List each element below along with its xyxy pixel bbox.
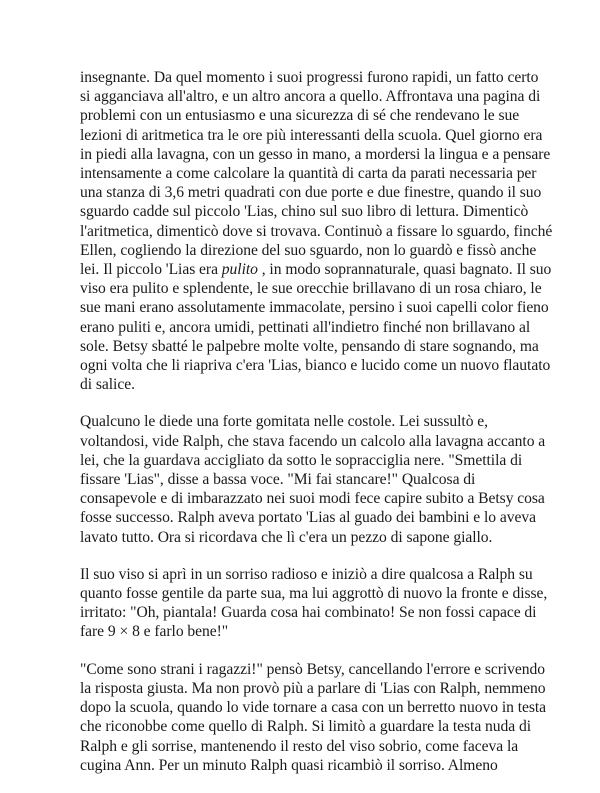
paragraph-3 — [80, 565, 548, 642]
text-line: Ralph e gli sorrise, mantenendo il resto del viso sobrio, come faceva la — [80, 737, 519, 755]
text-line: Il suo viso si aprì in un sorriso radioso e iniziò a dire qualcosa a Ralph su — [80, 565, 533, 583]
emphasized-word: pulito — [221, 261, 258, 279]
text-line: in piedi alla lavagna, con un gesso in mano, a mordersi la lingua e a pensare — [80, 145, 551, 163]
text-line: la risposta giusta. Ma non provò più a parlare di 'Lias con Ralph, nemmeno — [80, 679, 546, 697]
text-segment: , in modo soprannaturale, quasi bagnato. Il suo — [257, 261, 552, 279]
text-line: lei, che la guardava accigliato da sotto le sopracciglia nere. "Smettila di — [80, 451, 523, 469]
text-line: lavato tutto. Ora si ricordava che lì c'era un pezzo di sapone giallo. — [80, 528, 493, 546]
text-line: di salice. — [80, 376, 135, 394]
text-line: lezioni di aritmetica tra le ore più interessanti della scuola. Quel giorno era — [80, 126, 543, 144]
text-line: sole. Betsy sbatté le palpebre molte volte, pensando di stare sognando, ma — [80, 337, 539, 355]
text-line: fosse successo. Ralph aveva portato 'Lias al guado dei bambini e lo aveva — [80, 509, 537, 527]
text-line: intensamente a come calcolare la quantità di carta da parati necessaria per — [80, 165, 537, 183]
text-line: sue mani erano assolutamente immacolate, persino i suoi capelli color fieno — [80, 299, 549, 317]
text-line: sguardo cadde sul piccolo 'Lias, chino sul suo libro di lettura. Dimenticò — [80, 203, 529, 221]
text-line: consapevole e di imbarazzato nei suoi modi fece capire subito a Betsy cosa — [80, 490, 545, 508]
text-line: si agganciava all'altro, e un altro ancora a quello. Affrontava una pagina di — [80, 88, 541, 106]
text-line: ogni volta che li riapriva c'era 'Lias, bianco e lucido come un nuovo flautato — [80, 357, 551, 375]
paragraph-1 — [80, 68, 553, 394]
text-line: Qualcuno le diede una forte gomitata nelle costole. Lei sussultò e, — [80, 413, 489, 431]
text-line: problemi con un entusiasmo e una sicurezza di sé che rendevano le sue — [80, 107, 520, 125]
body-text — [80, 68, 553, 793]
text-line — [80, 260, 552, 279]
text-segment: lei. Il piccolo 'Lias era — [80, 261, 222, 279]
text-line: voltandosi, vide Ralph, che stava facendo un calcolo alla lavagna accanto a — [80, 432, 546, 450]
text-line: insegnante. Da quel momento i suoi progressi furono rapidi, un fatto certo — [80, 69, 539, 86]
text-line: l'aritmetica, dimenticò dove si trovava. Continuò a fissare lo sguardo, finché — [80, 222, 553, 240]
text-line: "Come sono strani i ragazzi!" pensò Betsy, cancellando l'errore e scrivendo — [80, 660, 545, 678]
text-line: fare 9 × 8 e farlo bene!" — [80, 623, 229, 641]
text-line: viso era pulito e splendente, le sue orecchie brillavano di un rosa chiaro, le — [80, 280, 542, 298]
paragraph-4 — [80, 660, 547, 775]
paragraph-2 — [80, 412, 546, 546]
text-line: quanto fosse gentile da parte sua, ma lui aggrottò di nuovo la fronte e disse, — [80, 585, 548, 603]
text-line: cugina Ann. Per un minuto Ralph quasi ricambiò il sorriso. Almeno — [80, 756, 498, 774]
text-line: una stanza di 3,6 metri quadrati con due porte e due finestre, quando il suo — [80, 184, 542, 202]
text-line: fissare 'Lias", disse a bassa voce. "Mi fai stancare!" Qualcosa di — [80, 471, 476, 489]
text-line: che riconobbe come quello di Ralph. Si limitò a guardare la testa nuda di — [80, 718, 532, 736]
text-line: Ellen, cogliendo la direzione del suo sguardo, non lo guardò e fissò anche — [80, 241, 537, 259]
text-line: dopo la scuola, quando lo vide tornare a casa con un berretto nuovo in testa — [80, 699, 547, 717]
text-line: erano puliti e, ancora umidi, pettinati all'indietro finché non brillavano al — [80, 318, 531, 336]
text-line: irritato: "Oh, piantala! Guarda cosa hai combinato! Se non fossi capace di — [80, 604, 537, 622]
